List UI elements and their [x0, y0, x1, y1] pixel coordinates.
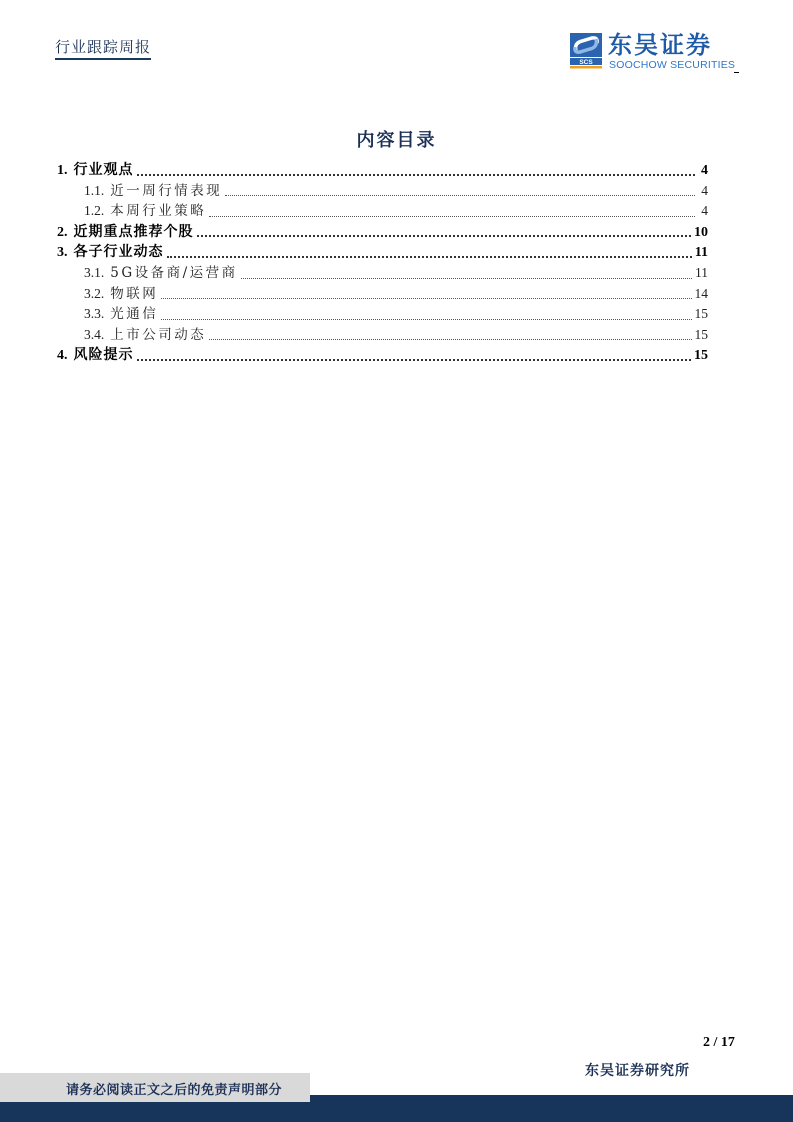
- report-type-title: 行业跟踪周报: [55, 38, 151, 60]
- toc-entry[interactable]: [57, 284, 708, 305]
- toc-entry[interactable]: [57, 160, 708, 181]
- toc-entry-number: 1.1.: [84, 182, 105, 198]
- toc-title: 内容目录: [356, 130, 437, 151]
- toc-entry-number: 3.1.: [84, 264, 105, 280]
- dot-leader: [161, 297, 691, 299]
- toc-entry[interactable]: [57, 201, 708, 222]
- toc-entry-label: 物联网: [110, 285, 159, 302]
- dot-leader: [137, 173, 696, 176]
- toc-entry[interactable]: [57, 263, 708, 284]
- disclaimer-box: [0, 1073, 310, 1102]
- dot-leader: [225, 194, 695, 196]
- toc-entry[interactable]: [57, 325, 708, 346]
- toc-entry-page: 15: [694, 326, 708, 342]
- dot-leader: [167, 255, 692, 258]
- toc-entry-number: 3.4.: [84, 326, 105, 342]
- scs-logo-icon: [570, 33, 602, 69]
- toc-entry[interactable]: [57, 345, 708, 366]
- toc-entry-number: 2.: [57, 224, 68, 240]
- table-of-contents: [57, 160, 708, 366]
- logo-chinese-name: 东吴证券: [608, 31, 712, 59]
- dot-leader: [241, 277, 692, 279]
- toc-entry-page: 10: [694, 224, 708, 240]
- toc-entry-page: 4: [701, 203, 708, 219]
- toc-entry-number: 1.2.: [84, 203, 105, 219]
- dot-leader: [209, 338, 691, 340]
- toc-entry-label: 近期重点推荐个股: [73, 223, 194, 240]
- page-indicator: 2 / 17: [703, 1035, 735, 1050]
- dot-leader: [209, 215, 695, 217]
- toc-entry-label: 风险提示: [73, 347, 134, 364]
- toc-entry-page: 15: [694, 348, 708, 364]
- toc-entry-number: 3.: [57, 245, 68, 261]
- toc-entry-label: 近一周行情表现: [110, 182, 223, 199]
- toc-entry-label: 上市公司动态: [110, 326, 207, 343]
- svg-text:SCS: SCS: [579, 59, 593, 66]
- toc-entry-label: 各子行业动态: [73, 244, 164, 261]
- institute-name: 东吴证券研究所: [585, 1063, 690, 1079]
- dot-leader: [137, 358, 692, 361]
- toc-entry-page: 11: [695, 264, 708, 280]
- toc-entry-number: 1.: [57, 163, 68, 178]
- toc-entry[interactable]: [57, 304, 708, 325]
- toc-entry[interactable]: [57, 222, 708, 243]
- toc-entry-number: 3.2.: [84, 285, 105, 301]
- company-logo: [570, 33, 740, 73]
- toc-entry-number: 4.: [57, 348, 68, 364]
- toc-entry-label: 行业观点: [73, 162, 134, 178]
- toc-entry-page: 11: [694, 245, 708, 261]
- header-tick-mark: [734, 72, 739, 73]
- toc-entry-label: 5G设备商/运营商: [110, 264, 238, 281]
- logo-english-name: SOOCHOW SECURITIES: [609, 59, 736, 71]
- toc-entry-page: 4: [701, 182, 708, 198]
- toc-entry-page: 4: [701, 163, 708, 178]
- dot-leader: [161, 318, 691, 320]
- disclaimer-text: 请务必阅读正文之后的免责声明部分: [66, 1083, 283, 1098]
- toc-entry-page: 14: [694, 285, 708, 301]
- toc-entry-label: 本周行业策略: [110, 203, 207, 220]
- toc-entry-label: 光通信: [110, 306, 159, 323]
- dot-leader: [197, 234, 692, 237]
- toc-entry-page: 15: [694, 306, 708, 322]
- toc-entry[interactable]: [57, 242, 708, 263]
- toc-entry[interactable]: [57, 181, 708, 202]
- toc-entry-number: 3.3.: [84, 306, 105, 322]
